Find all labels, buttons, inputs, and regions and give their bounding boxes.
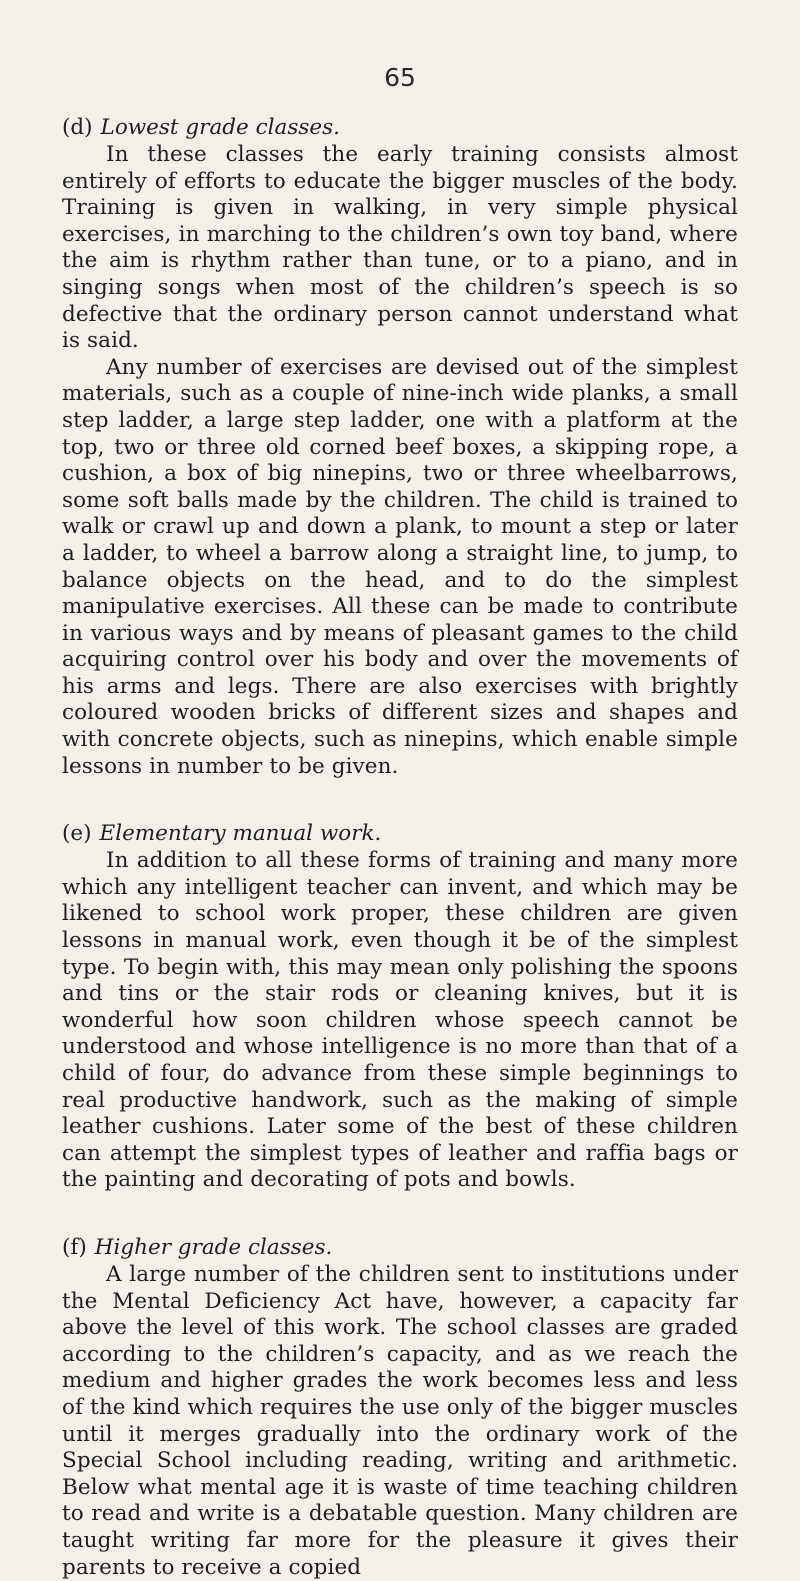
section-heading bbox=[62, 820, 738, 848]
section-title: Lowest grade classes. bbox=[100, 115, 340, 140]
section-d bbox=[62, 114, 738, 780]
section-heading bbox=[62, 114, 738, 142]
paragraph: In these classes the early training consists almost entirely of efforts to educate the bigger muscles of the body. Training is given in walking, in very simple physical exercises, in marching to the children’s own toy band, where the aim is rhythm rather than tune, or to a piano, and in singing songs when most of the children’s speech is so defective that the ordinary person cannot understand what is said. bbox=[62, 142, 738, 354]
section-title: Elementary manual work. bbox=[99, 821, 382, 847]
section-f bbox=[62, 1234, 738, 1581]
section-letter: (d) bbox=[62, 115, 93, 140]
paragraph: A large number of the children sent to institutions under the Mental Deficiency Act have, however, a capacity far above the level of this work. The school classes are graded according to the children’s capacity, and as we reach the medium and higher grades the work becomes less and less of the kind which requires the use only of the bigger muscles until it merges gradually into the ordinary work of the Special School including reading, writing and arithmetic. Below what mental age it is waste of time teaching children to read and write is a debatable question. Many children are taught writing far more for the pleasure it gives their parents to receive a copied bbox=[62, 1261, 738, 1580]
section-letter: (e) bbox=[62, 821, 92, 847]
paragraph: Any number of exercises are devised out of the simplest materials, such as a couple of nine-inch wide planks, a small step ladder, a large step ladder, one with a platform at the top, two or three old corned beef boxes, a skipping rope, a cushion, a box of big ninepins, two or three wheelbarrows, some soft balls made by the children. The child is trained to walk or crawl up and down a plank, to mount a step or later a ladder, to wheel a barrow along a straight line, to jump, to balance objects on the head, and to do the simplest manipulative exercises. All these can be made to contribute in various ways and by means of pleasant games to the child acquiring control over his body and over the movements of his arms and legs. There are also exercises with brightly coloured wooden bricks of different sizes and shapes and with concrete objects, such as ninepins, which enable simple lessons in number to be given. bbox=[62, 354, 738, 779]
paragraph: In addition to all these forms of training and many more which any intelligent teacher can invent, and which may be likened to school work proper, these children are given lessons in manual work, even though it be of the simplest type. To begin with, this may mean only polishing the spoons and tins or the stair rods or cleaning knives, but it is wonderful how soon children whose speech cannot be understood and whose intelligence is no more than that of a child of four, do advance from these simple beginnings to real productive handwork, such as the making of simple leather cushions. Later some of the best of these children can attempt the simplest types of leather and raffia bags or the painting and decorating of pots and bowls. bbox=[62, 848, 738, 1193]
page-number: 65 bbox=[384, 63, 416, 92]
section-title: Higher grade classes. bbox=[94, 1234, 333, 1260]
section-heading bbox=[62, 1234, 738, 1262]
section-letter: (f) bbox=[62, 1234, 87, 1260]
section-e bbox=[62, 820, 738, 1194]
